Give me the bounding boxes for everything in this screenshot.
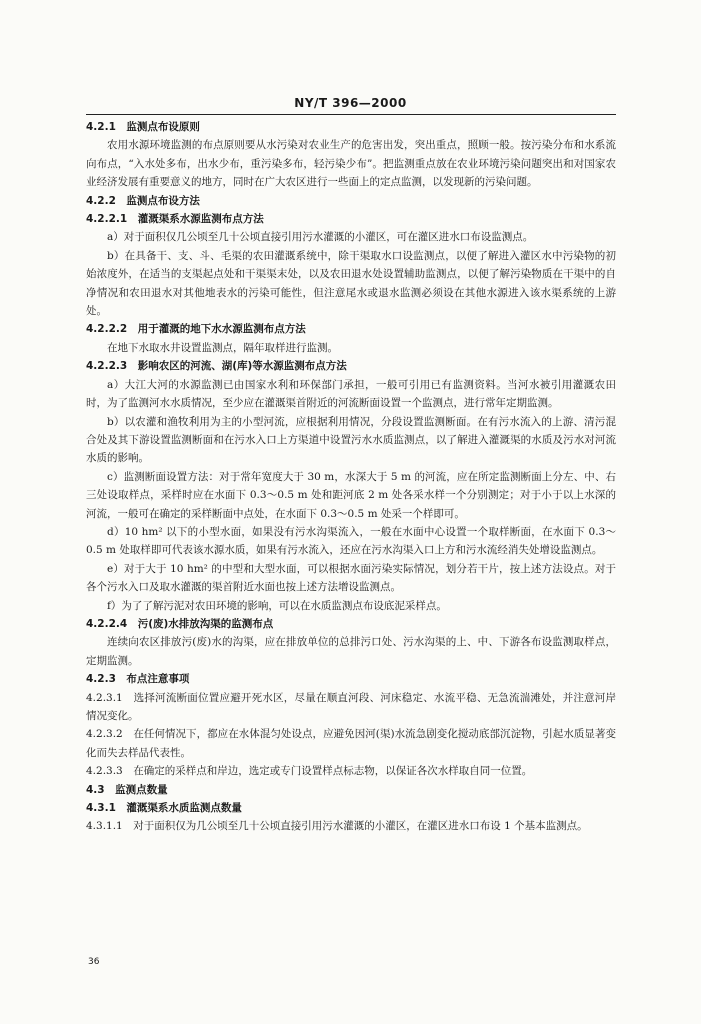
clause-4-2-3-3: 4.2.3.3 在确定的采样点和岸边，选定或专门设置样点标志物，以保证各次水样取自同一位置。 xyxy=(86,765,533,778)
heading-4-2-2-1: 4.2.2.1 灌溉渠系水源监测布点方法 xyxy=(86,213,264,226)
list-item-a: a）对于面积仅几公顷至几十公顷直接引用污水灌溉的小灌区，可在灌区进水口布设监测点。 xyxy=(107,231,534,244)
clause-4-2-3-2: 4.2.3.2 在任何情况下，都应在水体混匀处设点，应避免因河(渠)水流急剧变化搅动底部沉淀物，引起水质显著变化而失去样品代表性。 xyxy=(86,728,616,759)
header-rule xyxy=(86,114,616,115)
list-item-b: b）以农灌和渔牧利用为主的小型河流，应根据利用情况，分段设置监测断面。在有污水流入的上游、清污混合处及其下游设置监测断面和在污水入口上方渠道中设置污水水质监测点，以了解进入灌溉渠的水质及污水对河流水质的影响。 xyxy=(86,415,616,465)
heading-4-2-2-3: 4.2.2.3 影响农区的河流、湖(库)等水源监测布点方法 xyxy=(86,360,347,373)
paragraph: 农用水源环境监测的布点原则要从水污染对农业生产的危害出发，突出重点，照顾一般。按污染分布和水系流向布点，“入水处多布，出水少布，重污染多布，轻污染少布”。把监测重点放在农业环境污染问题突出和对国家农业经济发展有重要意义的地方，同时在广大农区进行一些面上的定点监测，以发现新的污染问题。 xyxy=(86,139,616,189)
heading-4-2-2: 4.2.2 监测点布设方法 xyxy=(86,194,200,207)
list-item-e: e）对于大于 10 hm² 的中型和大型水面，可以根据水面污染实际情况，划分若干片，按上述方法设点。对于各个污水入口及取水灌溉的渠首附近水面也按上述方法增设监测点。 xyxy=(86,562,616,594)
page-number: 36 xyxy=(88,957,100,967)
paragraph: 在地下水取水井设置监测点，隔年取样进行监测。 xyxy=(107,341,338,354)
heading-4-3-1: 4.3.1 灌溉渠系水质监测点数量 xyxy=(86,802,242,815)
paragraph: 连续向农区排放污(废)水的沟渠，应在排放单位的总排污口处、污水沟渠的上、中、下游各布设监测取样点，定期监测。 xyxy=(86,636,616,667)
standard-code-header: NY/T 396—2000 xyxy=(294,96,407,110)
clause-4-2-3-1: 4.2.3.1 选择河流断面位置应避开死水区，尽量在顺直河段、河床稳定、水流平稳、无急流湍滩处，并注意河岸情况变化。 xyxy=(86,691,616,722)
heading-4-2-2-4: 4.2.2.4 污(废)水排放沟渠的监测布点 xyxy=(86,617,274,630)
heading-4-2-3: 4.2.3 布点注意事项 xyxy=(86,673,190,686)
heading-4-2-1: 4.2.1 监测点布设原则 xyxy=(86,121,200,133)
heading-4-2-2-2: 4.2.2.2 用于灌溉的地下水水源监测布点方法 xyxy=(86,323,306,336)
list-item-a: a）大江大河的水源监测已由国家水利和环保部门承担，一般可引用已有监测资料。当河水被引用灌溉农田时，为了监测河水水质情况，至少应在灌溉渠首附近的河流断面设置一个监测点，进行常年定期监测。 xyxy=(86,378,616,410)
list-item-c: c）监测断面设置方法：对于常年宽度大于 30 m，水深大于 5 m 的河流，应在所定监测断面上分左、中、右三处设取样点，采样时应在水面下 0.3～0.5 m 处和距河底 2 m 处各采水样一个分别测定；对于小于以上水深的河流，一般可在确定的采样断面中点处，在水面下 0.3～0.5 m 处采一个样即可。 xyxy=(86,470,616,520)
document-body xyxy=(86,118,616,836)
list-item-f: f）为了了解污泥对农田环境的影响，可以在水质监测点布设底泥采样点。 xyxy=(107,599,447,612)
list-item-b: b）在具备干、支、斗、毛渠的农田灌溉系统中，除干渠取水口设监测点，以便了解进入灌区水中污染物的初始浓度外，在适当的支渠起点处和干渠渠末处，以及农田退水处设置辅助监测点，以便了解污染物质在干渠中的自净情况和农田退水对其他地表水的污染可能性，但注意尾水或退水监测必须设在其他水源进入该水渠系统的上游处。 xyxy=(86,249,616,318)
clause-4-3-1-1: 4.3.1.1 对于面积仅为几公顷至几十公顷直接引用污水灌溉的小灌区，在灌区进水口布设 1 个基本监测点。 xyxy=(86,820,588,833)
list-item-d: d）10 hm² 以下的小型水面，如果没有污水沟渠流入，一般在水面中心设置一个取样断面，在水面下 0.3～0.5 m 处取样即可代表该水源水质，如果有污水流入，还应在污水沟渠入口上方和污水流经消失处增设监测点。 xyxy=(86,525,616,557)
heading-4-3: 4.3 监测点数量 xyxy=(86,783,168,796)
